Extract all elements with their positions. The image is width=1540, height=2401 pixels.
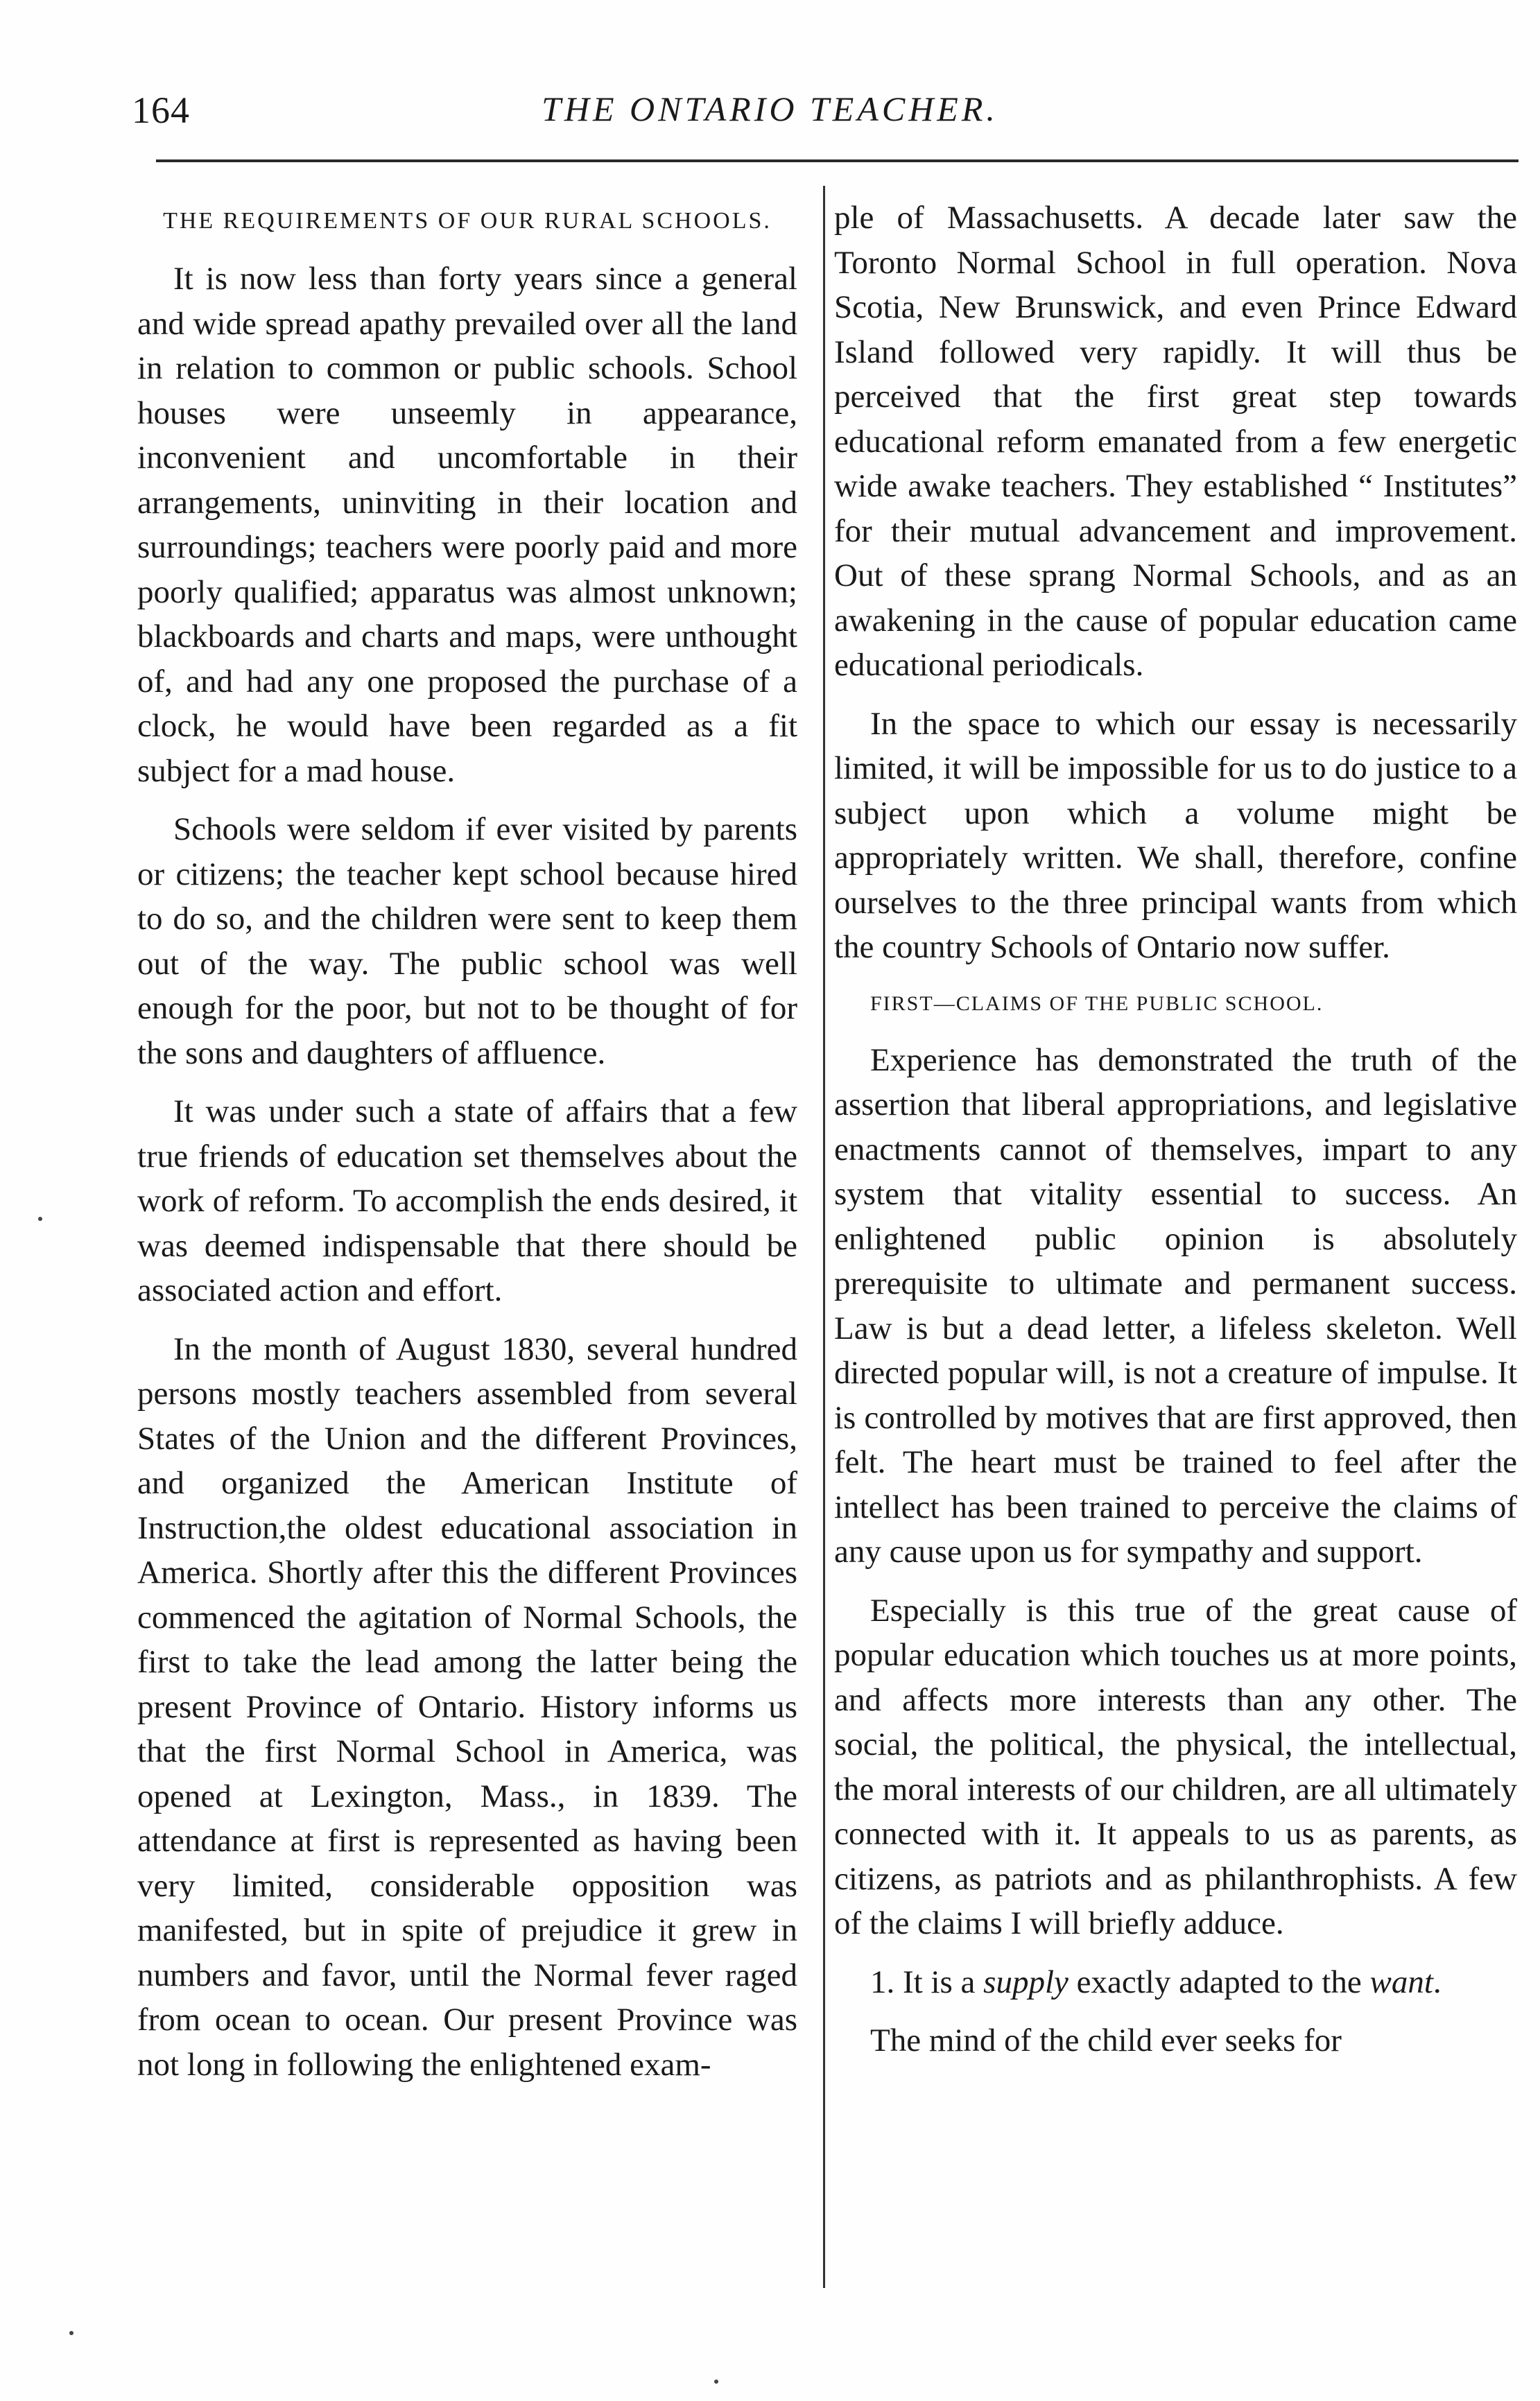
item-text: 1. It is a: [870, 1964, 984, 2000]
right-column: [834, 196, 1517, 2077]
print-speck: [69, 2331, 73, 2335]
numbered-item: [834, 1960, 1517, 2005]
paragraph: ple of Massachusetts. A decade later saw the Toronto Normal School in full operation. Nova Scotia, New Brunswick, and even Prince Edward Island followed very rapidly. It will thus be perceived that the first great step towards educational reform emanated from a few energetic wide awake teachers. They established “ Institutes” for their mutual advancement and improvement. Out of these sprang Normal Schools, and as an awakening in the cause of popular education came educational periodicals.: [834, 200, 1517, 683]
paragraph: In the month of August 1830, several hundred persons mostly teachers assembled from several States of the Union and the different Provinces, and organized the American Institute of Instruction,the oldest educational association in America. Shortly after this the different Provinces commenced the agitation of Normal Schools, the first to take the lead among the latter being the present Province of Ontario. History informs us that the first Normal School in America, was opened at Lexington, Mass., in 1839. The attendance at first is represented as having been very limited, considerable opposition was manifested, but in spite of prejudice it grew in numbers and favor, until the Normal fever raged from ocean to ocean. Our present Province was not long in following the enlightened exam-: [137, 1330, 797, 2083]
paragraph: Especially is this true of the great cause of popular education which touches us at more points, and affects more interests than any other. The social, the political, the physical, the intellectual, the moral interests of our children, are all ultimately connected with it. It appeals to us as parents, as citizens, as patriots and as philanthrophists. A few of the claims I will briefly adduce.: [834, 1592, 1517, 1941]
running-title: THE ONTARIO TEACHER.: [542, 89, 998, 128]
item-emphasis: supply: [983, 1964, 1069, 2000]
paragraph: Experience has demonstrated the truth of the assertion that liberal appropriations, and legislative enactments cannot of themselves, impart to any system that vitality essential to success. An enlightened public opinion is absolutely prerequisite to ultimate and permanent success. Law is but a dead letter, a lifeless skeleton. Well directed popular will, is not a creature of impulse. It is controlled by motives that are first approved, then felt. The heart must be trained to feel after the intellect has been trained to perceive the claims of any cause upon us for sympathy and support.: [834, 1041, 1517, 1570]
article-title: THE REQUIREMENTS OF OUR RURAL SCHOOLS.: [163, 208, 772, 234]
paragraph: The mind of the child ever seeks for: [870, 2022, 1342, 2058]
item-emphasis: want: [1369, 1964, 1433, 2000]
print-speck: [714, 2380, 718, 2384]
paragraph: In the space to which our essay is necessarily limited, it will be impossible for us to do justice to a subject upon which a volume might be appropriately written. We shall, therefore, confine ourselves to the three principal wants from which the country Schools of Ontario now suffer.: [834, 705, 1517, 965]
header-rule: [156, 159, 1519, 162]
print-speck: [38, 1217, 42, 1221]
page-number: 164: [132, 89, 190, 131]
item-text: .: [1433, 1964, 1442, 2000]
paragraph: Schools were seldom if ever visited by parents or citizens; the teacher kept school because hired to do so, and the children were sent to keep them out of the way. The public school was well enough for the poor, but not to be thought of for the sons and daughters of affluence.: [137, 811, 797, 1071]
column-divider: [823, 186, 825, 2288]
paragraph: It was under such a state of affairs that a few true friends of education set themselves about the work of reform. To accomplish the ends desired, it was deemed indispensable that there should be associated action and effort.: [137, 1093, 797, 1308]
left-column: [137, 196, 797, 2101]
section-subheading: FIRST—CLAIMS OF THE PUBLIC SCHOOL.: [870, 991, 1324, 1015]
item-text: exactly adapted to the: [1068, 1964, 1370, 2000]
paragraph: It is now less than forty years since a general and wide spread apathy prevailed over all the land in relation to common or public schools. School houses were unseemly in appearance, inconvenient and uncomfortable in their arrangements, uninviting in their location and surroundings; teachers were poorly paid and more poorly qualified; apparatus was almost unknown; blackboards and charts and maps, were unthought of, and had any one proposed the purchase of a clock, he would have been regarded as a fit subject for a mad house.: [137, 261, 797, 789]
